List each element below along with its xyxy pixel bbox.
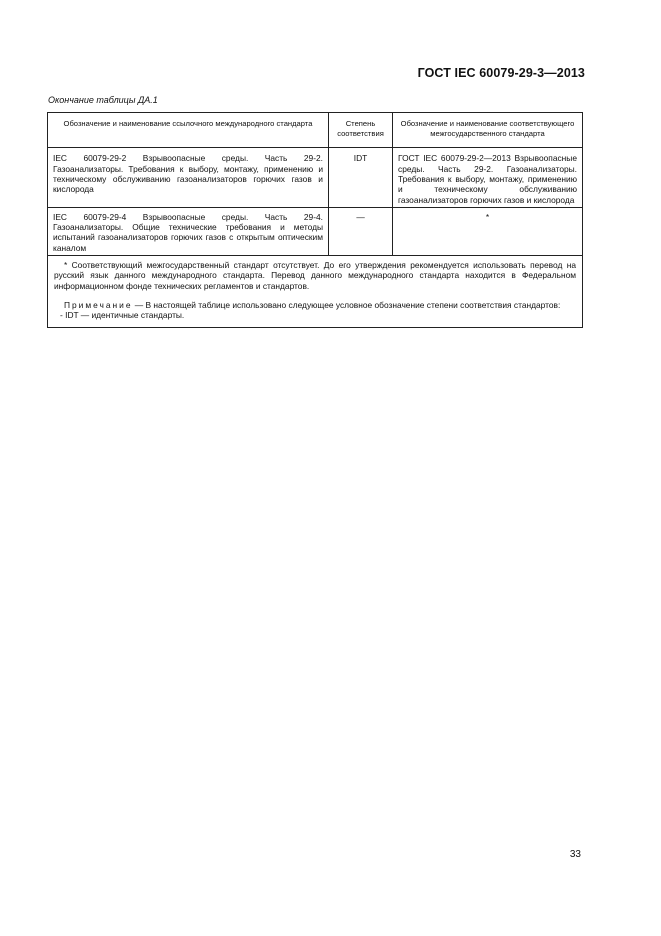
table-notes-row (48, 256, 583, 327)
degree-cell: — (329, 207, 393, 255)
intl-standard-cell: IEC 60079-29-4 Взрывоопасные среды. Часть 29-4. Газоанализаторы. Общие технические требования и методы испытаний газоанализаторов горючих газов с открытым оптическим каналом (48, 207, 329, 255)
note-text: — В настоящей таблице использовано следующее условное обозначение степени соответствия стандартов: (132, 299, 561, 310)
correspondence-table (47, 112, 583, 328)
degree-cell: IDT (329, 148, 393, 207)
table-caption: Окончание таблицы ДА.1 (48, 95, 158, 105)
notes-cell (48, 256, 583, 327)
header-interstate-standard: Обозначение и наименование соответствующего межгосударственного стандарта (393, 113, 583, 148)
note-item: - IDT — идентичные стандарты. (60, 310, 185, 321)
footnote: * Соответствующий межгосударственный стандарт отсутствует. До его утверждения рекомендуется использовать перевод на русский язык данного международного стандарта. Перевод данного международного стандарта находится в Федеральном информационном фонде технических регламентов и стандартов. (54, 260, 576, 291)
interstate-standard-cell: * (393, 207, 583, 255)
table-row (48, 148, 583, 207)
header-degree: Степень соответствия (329, 113, 393, 148)
intl-standard-cell: IEC 60079-29-2 Взрывоопасные среды. Часть 29-2. Газоанализаторы. Требования к выбору, монтажу, применению и техническому обслуживанию газоанализаторов горючих газов и кислорода (48, 148, 329, 207)
page-number: 33 (569, 849, 581, 860)
interstate-standard-cell: ГОСТ IEC 60079-29-2—2013 Взрывоопасные среды. Часть 29-2. Газоанализаторы. Требования к выбору, монтажу, применению и техническому обслуживанию газоанализаторов горючих газов и кислорода (393, 148, 583, 207)
document-code: ГОСТ IEC 60079-29-3—2013 (417, 66, 585, 80)
header-intl-standard: Обозначение и наименование ссылочного международного стандарта (48, 113, 329, 148)
table-header-row (48, 113, 583, 148)
note (54, 300, 576, 310)
note-label: Примечание (64, 299, 133, 310)
table-row (48, 207, 583, 255)
